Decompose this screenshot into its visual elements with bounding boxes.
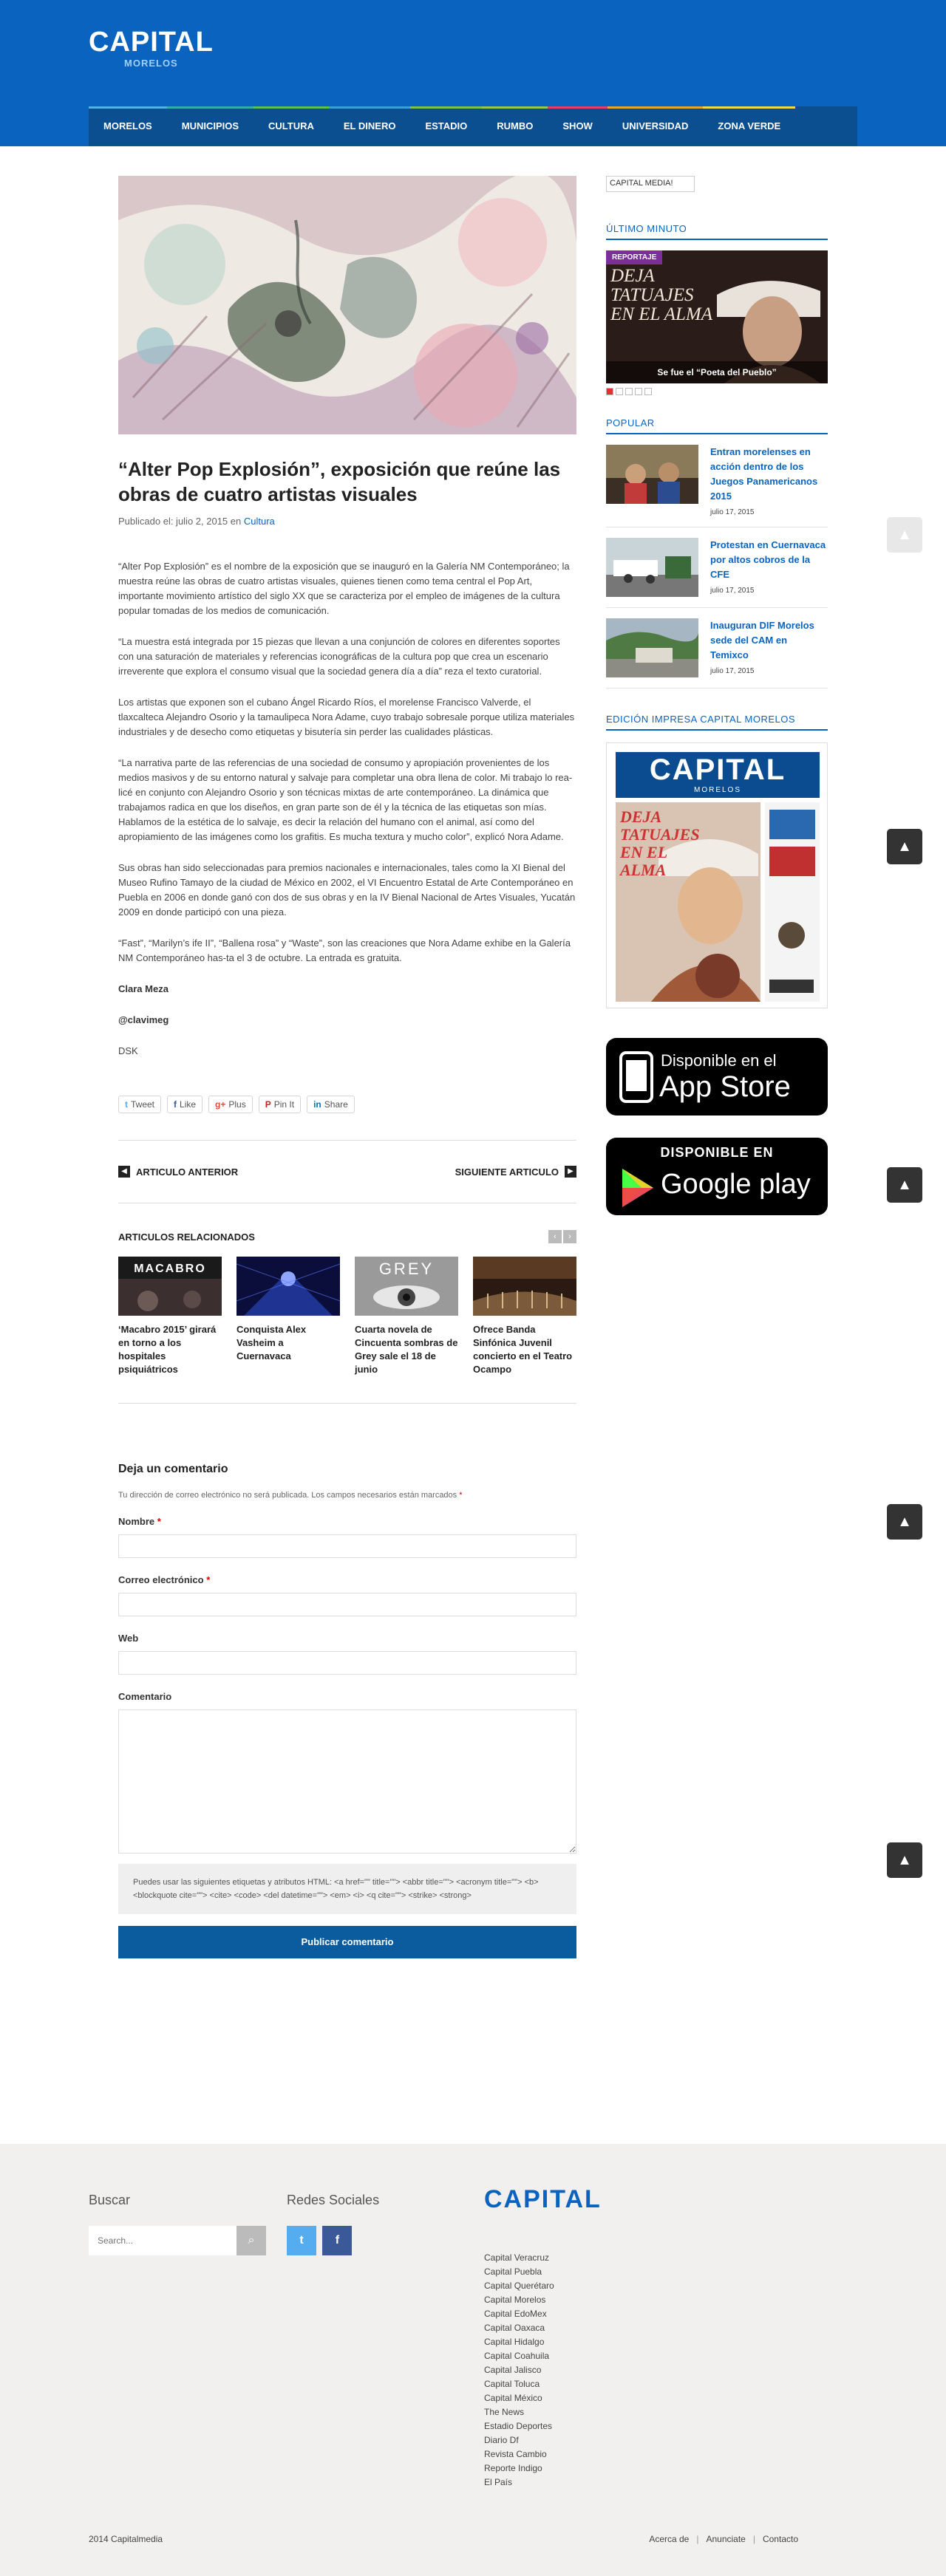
- popular-item: [606, 608, 828, 689]
- network-link[interactable]: Capital Veracruz: [484, 2252, 550, 2263]
- back-to-top-button[interactable]: ▲: [887, 517, 922, 553]
- name-label: [118, 1516, 576, 1527]
- popular-thumbnail[interactable]: [606, 445, 698, 504]
- search-input[interactable]: [89, 2226, 236, 2255]
- nav-item-morelos[interactable]: [89, 106, 167, 146]
- plus-button[interactable]: [208, 1096, 253, 1113]
- slider-dot-active[interactable]: [606, 388, 613, 395]
- article-paragraph: “La narrativa parte de las referencias de una sociedad de consumo y apropiación provenientes de los medios masivos y de su entorno natural y salvaje para completar una obra llena de color. Mi trabajo lo rea-licé en conjunto con Alejandro Osorio y son técnicas mixtas de arte contemporáneo. La dinámica que trabajamos radica en que los diseños, en gran parte son de él y la técnica de las etiquetas son mías. Hablamos de la estética de lo salvaje, es decir la relación del humano con el animal, así como del apropiamiento de las imágenes como los grafitis. Es mucha textura y mucho color”, explicó Nora Adame.: [118, 757, 573, 842]
- comment-heading: Deja un comentario: [118, 1463, 228, 1475]
- article-paragraph: “La muestra está integrada por 15 piezas que llevan a una conjunción de colores en diferentes soportes con una saturación de materiales y referencias iconográficas de la cultura pop que crea un escenario irreverente que explora el consumo visual que la sociedad genera día a día” reza el texto curatorial.: [118, 636, 560, 677]
- nav-label: MUNICIPIOS: [181, 120, 239, 131]
- pinterest-icon: P: [265, 1099, 271, 1110]
- nav-item-universidad[interactable]: [608, 106, 704, 146]
- twitter-icon: t: [125, 1099, 128, 1110]
- category-link[interactable]: Cultura: [243, 516, 275, 527]
- related-article[interactable]: [473, 1257, 576, 1376]
- print-edition-cover[interactable]: [606, 742, 828, 1008]
- nav-item-show[interactable]: [548, 106, 607, 146]
- note-text: Tu dirección de correo electrónico no será publicada. Los campos necesarios están marcados: [118, 1491, 457, 1500]
- thumbnail-text: GREY: [378, 1260, 435, 1278]
- divider: [118, 1403, 576, 1404]
- popular-item: [606, 527, 828, 608]
- nav-label: SHOW: [562, 120, 593, 131]
- ad-banner[interactable]: CAPITAL MEDIA!: [606, 176, 695, 192]
- required-mark: *: [157, 1516, 161, 1527]
- next-label: SIGUIENTE ARTICULO: [455, 1166, 559, 1178]
- google-play-big: Google play: [661, 1169, 811, 1200]
- related-article[interactable]: [118, 1257, 222, 1376]
- web-label: Web: [118, 1633, 139, 1644]
- network-link[interactable]: El País: [484, 2477, 513, 2487]
- previous-label: ARTICULO ANTERIOR: [136, 1166, 239, 1178]
- arrow-left-icon: ◀: [118, 1166, 130, 1178]
- related-caption: Cuarta novela de Cincuenta sombras de Grey sale el 18 de junio: [355, 1324, 458, 1375]
- share-label: Share: [324, 1099, 348, 1110]
- popular-item: [606, 434, 828, 527]
- google-play-badge[interactable]: [606, 1138, 828, 1215]
- share-label: Pin It: [273, 1099, 295, 1110]
- share-label: Tweet: [131, 1099, 155, 1110]
- main-nav: [89, 106, 857, 146]
- slider-dot[interactable]: [616, 388, 623, 395]
- related-thumbnail: [355, 1257, 458, 1316]
- related-thumbnail: [118, 1257, 222, 1316]
- site-logo[interactable]: [89, 27, 214, 69]
- nav-label: ZONA VERDE: [718, 120, 781, 131]
- app-store-small: Disponible en el: [661, 1051, 777, 1070]
- network-link[interactable]: Diario Df: [484, 2435, 519, 2445]
- network-link[interactable]: Capital México: [484, 2393, 542, 2403]
- app-store-badge[interactable]: [606, 1038, 828, 1116]
- back-to-top-button[interactable]: ▲: [887, 829, 922, 864]
- nav-label: CULTURA: [268, 120, 314, 131]
- popular-date: julio 17, 2015: [710, 667, 755, 675]
- share-label: Plus: [228, 1099, 246, 1110]
- comment-form: [118, 1463, 576, 1958]
- facebook-icon[interactable]: f: [322, 2226, 352, 2255]
- about-link[interactable]: Acerca de: [649, 2534, 690, 2544]
- network-link[interactable]: Capital Coahuila: [484, 2351, 550, 2361]
- footer-bottom: [89, 2534, 857, 2544]
- iphone-icon: [619, 1051, 656, 1103]
- google-plus-icon: g+: [215, 1099, 226, 1110]
- slider-dot[interactable]: [635, 388, 642, 395]
- popular-title-link[interactable]: Protestan en Cuernavaca por altos cobros de la CFE: [710, 539, 826, 580]
- popular-thumbnail[interactable]: [606, 538, 698, 597]
- comment-note: [118, 1491, 576, 1500]
- email-label: [118, 1574, 576, 1585]
- label-text: Correo electrónico: [118, 1574, 204, 1585]
- nav-color-bar: [253, 106, 329, 109]
- search-icon[interactable]: ⌕: [236, 2226, 266, 2255]
- nav-color-bar: [703, 106, 795, 109]
- cover-masthead-sub: MORELOS: [693, 786, 741, 794]
- slider-headline: DEJA TATUAJES EN EL ALMA: [610, 266, 712, 324]
- editor-initials: DSK: [118, 1045, 138, 1056]
- linkedin-icon: in: [313, 1099, 321, 1110]
- nav-item-zona-verde[interactable]: [703, 106, 795, 146]
- network-link[interactable]: Revista Cambio: [484, 2449, 547, 2459]
- search-heading: Buscar: [89, 2193, 131, 2207]
- copyright: 2014 Capitalmedia: [89, 2534, 163, 2544]
- related-thumbnail: [236, 1257, 340, 1316]
- logo-title: CAPITAL: [89, 27, 214, 58]
- search-form: [89, 2226, 266, 2255]
- advertise-link[interactable]: Anunciate: [706, 2534, 746, 2544]
- nav-color-bar: [167, 106, 253, 109]
- cover-masthead-title: CAPITAL: [649, 754, 786, 786]
- sidebar: [606, 176, 828, 1215]
- related-articles: [118, 1257, 576, 1376]
- hero-artwork: [118, 176, 576, 434]
- news-slider[interactable]: [606, 250, 828, 383]
- thumbnail-text: MACABRO: [134, 1263, 206, 1275]
- comment-label: Comentario: [118, 1691, 172, 1702]
- related-caption: Conquista Alex Vasheim a Cuernavaca: [236, 1324, 307, 1362]
- logo-region: MORELOS: [124, 58, 178, 69]
- nav-item-municipios[interactable]: [167, 106, 253, 146]
- nav-color-bar: [89, 106, 167, 109]
- nav-item-cultura[interactable]: [253, 106, 329, 146]
- nav-color-bar: [329, 106, 411, 109]
- popular-date: julio 17, 2015: [710, 508, 755, 516]
- site-header: [0, 0, 946, 146]
- article-paragraph: “Alter Pop Explosión” es el nombre de la exposición que se inauguró en la Galería NM Contemporáneo; la muestra reúne las obras de cuatro artistas visuales, quienes tienen como tema central el Pop Art, importante movimiento artístico del siglo XX que se caracteriza por el empleo de imágenes de la cultura popular tomadas de los medios de comunicación.: [118, 561, 570, 616]
- tweet-button[interactable]: [118, 1096, 161, 1113]
- article-column: [118, 176, 576, 1958]
- social-heading: Redes Sociales: [287, 2193, 380, 2207]
- related-caption: Ofrece Banda Sinfónica Juvenil concierto en el Teatro Ocampo: [473, 1324, 573, 1375]
- back-to-top-button[interactable]: ▲: [887, 1504, 922, 1540]
- linkedin-share-button[interactable]: [307, 1096, 355, 1113]
- nav-color-bar: [482, 106, 548, 109]
- network-link[interactable]: Reporte Indigo: [484, 2463, 542, 2473]
- nav-label: UNIVERSIDAD: [622, 120, 689, 131]
- popular-title-link[interactable]: Inauguran DIF Morelos sede del CAM en Temixco: [710, 620, 814, 660]
- site-footer: [0, 2144, 946, 2576]
- author-handle: @clavimeg: [118, 1014, 169, 1025]
- network-link[interactable]: Estadio Deportes: [484, 2421, 553, 2431]
- like-button[interactable]: [167, 1096, 203, 1113]
- next-article-link[interactable]: [455, 1166, 576, 1178]
- popular-thumbnail[interactable]: [606, 618, 698, 677]
- arrow-right-icon: ▶: [565, 1166, 576, 1178]
- previous-article-link[interactable]: [118, 1166, 238, 1178]
- footer-network: [484, 2185, 602, 2490]
- google-play-small: DISPONIBLE EN: [660, 1145, 774, 1160]
- related-thumbnail: [473, 1257, 576, 1316]
- comment-textarea[interactable]: [118, 1709, 576, 1854]
- publish-date: Publicado el: julio 2, 2015 en: [118, 516, 242, 527]
- article-hero-image: [118, 176, 576, 434]
- email-input[interactable]: [118, 1593, 576, 1616]
- google-play-icon: [619, 1167, 656, 1209]
- name-input[interactable]: [118, 1534, 576, 1558]
- nav-color-bar: [410, 106, 482, 109]
- required-mark: *: [206, 1574, 211, 1585]
- network-link[interactable]: Capital Toluca: [484, 2379, 540, 2389]
- nav-item-el-dinero[interactable]: [329, 106, 411, 146]
- app-store-big: App Store: [659, 1070, 791, 1103]
- pin-it-button[interactable]: [259, 1096, 301, 1113]
- nav-label: ESTADIO: [425, 120, 468, 131]
- related-carousel-controls: [548, 1230, 576, 1243]
- footer-search: [89, 2193, 266, 2255]
- footer-links: Acerca de | Anunciate | Contacto: [649, 2534, 798, 2544]
- network-link[interactable]: The News: [484, 2407, 525, 2417]
- network-link[interactable]: Capital EdoMex: [484, 2309, 547, 2319]
- network-link[interactable]: Capital Hidalgo: [484, 2337, 545, 2347]
- facebook-icon: f: [174, 1099, 177, 1110]
- slider-dot[interactable]: [644, 388, 652, 395]
- ultimo-minuto-heading: ÚLTIMO MINUTO: [606, 223, 828, 240]
- required-mark: *: [459, 1491, 463, 1500]
- slider-tag: REPORTAJE: [606, 250, 662, 264]
- allowed-tags-note: Puedes usar las siguientes etiquetas y atributos HTML: <a href="" title=""> <abbr title=""> <acronym title=""> <b> <blockquote cite=""> <cite> <code> <del datetime=""> <em> <i> <q cite=""> <strike> <strong>: [118, 1864, 576, 1914]
- post-navigation: [118, 1141, 576, 1203]
- article-body: [118, 559, 576, 1059]
- footer-social: [287, 2193, 379, 2255]
- back-to-top-button[interactable]: ▲: [887, 1167, 922, 1203]
- popular-heading: POPULAR: [606, 417, 828, 434]
- footer-logo[interactable]: CAPITAL: [484, 2185, 602, 2213]
- share-label: Like: [180, 1099, 197, 1110]
- nav-item-estadio[interactable]: [410, 106, 482, 146]
- related-article[interactable]: [236, 1257, 340, 1376]
- share-bar: [118, 1096, 576, 1113]
- network-link[interactable]: Capital Jalisco: [484, 2365, 542, 2375]
- social-icons: [287, 2226, 379, 2255]
- article-title: “Alter Pop Explosión”, exposición que reúne las obras de cuatro artistas visuales: [118, 458, 561, 505]
- related-heading: ARTICULOS RELACIONADOS: [118, 1231, 255, 1243]
- slider-dot[interactable]: [625, 388, 633, 395]
- article-paragraph: Sus obras han sido seleccionadas para premios nacionales e internacionales, tales como la XI Bienal del Museo Rufino Tamayo de la ciudad de México en 2002, el VI Encuentro Estatal de Arte Contemporáneo en Puebla en 2006 en donde ganó con dos de sus obras y en la IV Bienal Nacional de Artes Visuales, Yucatán 2009 en donde participó con una pieza.: [118, 862, 576, 918]
- network-link[interactable]: Capital Querétaro: [484, 2281, 554, 2291]
- network-link[interactable]: Capital Oaxaca: [484, 2323, 545, 2333]
- related-header: [118, 1230, 576, 1243]
- network-links: [484, 2251, 602, 2490]
- back-to-top-button[interactable]: ▲: [887, 1842, 922, 1878]
- related-caption: ‘Macabro 2015’ girará en torno a los hospitales psiquiátricos: [118, 1324, 217, 1375]
- label-text: Nombre: [118, 1516, 155, 1527]
- print-edition-heading: EDICIÓN IMPRESA CAPITAL MORELOS: [606, 714, 828, 731]
- twitter-icon[interactable]: t: [287, 2226, 316, 2255]
- nav-label: MORELOS: [103, 120, 152, 131]
- popular-date: julio 17, 2015: [710, 587, 755, 595]
- nav-label: EL DINERO: [343, 120, 396, 131]
- web-input[interactable]: [118, 1651, 576, 1675]
- popular-title-link[interactable]: Entran morelenses en acción dentro de los Juegos Panamericanos 2015: [710, 446, 818, 502]
- nav-color-bar: [548, 106, 607, 109]
- carousel-prev-icon[interactable]: ‹: [548, 1230, 562, 1243]
- network-link[interactable]: Capital Morelos: [484, 2295, 546, 2305]
- related-article[interactable]: [355, 1257, 458, 1376]
- article-paragraph: “Fast”, “Marilyn’s ife II”, “Ballena rosa” y “Waste”, son las creaciones que Nora Adame exhibe en la Galería NM Contemporáneo has-ta el 3 de octubre. La entrada es gratuita.: [118, 937, 571, 963]
- article-author: Clara Meza: [118, 983, 169, 994]
- network-link[interactable]: Capital Puebla: [484, 2266, 542, 2277]
- slider-dots: [606, 388, 828, 395]
- submit-comment-button[interactable]: Publicar comentario: [118, 1926, 576, 1958]
- slider-caption: Se fue el “Poeta del Pueblo”: [657, 367, 777, 377]
- contact-link[interactable]: Contacto: [762, 2534, 798, 2544]
- carousel-next-icon[interactable]: ›: [563, 1230, 576, 1243]
- nav-color-bar: [608, 106, 704, 109]
- article-meta: [118, 516, 576, 527]
- article-paragraph: Los artistas que exponen son el cubano Ángel Ricardo Ríos, el morelense Francisco Valverde, el tlaxcalteca Alejandro Osorio y la tamaulipeca Nora Adame, cuyo trabajo sobresale porque utiliza materiales industriales y de desecho como etiquetas y bisutería sin perder las cualidades plásticas.: [118, 697, 575, 737]
- nav-item-rumbo[interactable]: [482, 106, 548, 146]
- nav-label: RUMBO: [497, 120, 534, 131]
- cover-headline: DEJA TATUAJES EN EL ALMA: [620, 807, 700, 879]
